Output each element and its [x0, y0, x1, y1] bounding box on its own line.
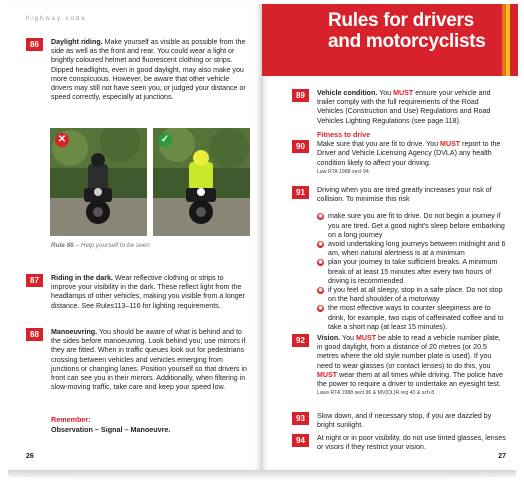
- rule-91: [292, 186, 506, 332]
- rule-text-part: wear them at all times while driving. The police have the power to require a driver to undertake an eyesight test.: [317, 370, 503, 389]
- page-number-right: 27: [498, 453, 506, 460]
- rule-92: [292, 334, 506, 398]
- must-emphasis: MUST: [317, 370, 338, 379]
- rule-88: [26, 328, 248, 392]
- rule-body: At night or in poor visibility, do not use tinted glasses, lenses or visors if they restrict your vision.: [317, 434, 506, 452]
- rule-number: 89: [292, 89, 309, 102]
- photo-unseen-rider: [50, 128, 147, 236]
- photo-caption: [51, 242, 150, 249]
- rule-body: Slow down, and if necessary stop, if you are dazzled by bright sunlight.: [317, 412, 492, 430]
- list-item-text: plan your journey to take sufficient breaks. A minimum break of at least 15 minutes after every two hours of driving is recommended: [328, 258, 498, 285]
- rule-number: 93: [292, 412, 309, 425]
- list-item-text: avoid undertaking long journeys between midnight and 6 am, when natural alertness is at a minimum: [328, 240, 506, 258]
- must-emphasis: MUST: [355, 334, 377, 342]
- list-item: [317, 240, 506, 258]
- rule-86-photos: [50, 128, 250, 236]
- remember-body: Observation – Signal – Manoeuvre.: [51, 424, 171, 434]
- rule-body: Wear reflective clothing or strips to improve your visibility in the dark. These reflect light from the headlamps of other vehicles, making you visible from a longer distance. See Rules113–116 for lighting requirements.: [51, 274, 245, 310]
- rule-text: [317, 334, 506, 398]
- list-item-text: the most effective ways to counter sleepiness are to drink, for example, two cups of caffeinated coffee and to take a short nap (at least 15 minutes).: [328, 304, 504, 331]
- photo-visible-rider: [153, 128, 250, 236]
- rule-87: [26, 274, 248, 311]
- list-item-text: if you feel at all sleepy, stop in a safe place. Do not stop on the hard shoulder of a motorway: [328, 286, 503, 304]
- remember-heading: Remember:: [51, 415, 91, 424]
- section-title-line1: Rules for drivers: [328, 10, 474, 31]
- section-banner: [262, 4, 518, 76]
- list-item: [317, 212, 506, 240]
- rule-text-part: You: [340, 334, 356, 342]
- fitness-heading-wrap: [317, 130, 506, 139]
- rule-text-part: You: [377, 89, 394, 97]
- check-icon: ✓: [158, 133, 172, 147]
- rule-number: 86: [26, 38, 43, 51]
- rule-title: Daylight riding.: [51, 38, 103, 46]
- tyre-bullet-icon: ◉: [318, 241, 323, 248]
- list-item: [317, 286, 506, 304]
- must-emphasis: MUST: [393, 89, 414, 97]
- list-item-text: make sure you are fit to drive. Do not begin a journey if you are tired. Get a good night's sleep before embarking on a long journey: [328, 212, 505, 239]
- fitness-heading: Fitness to drive: [317, 130, 371, 139]
- rule-text-part: be able to read a vehicle number plate, in good daylight, from a distance of 20 metres (or 20.5 metres where the old style number plate is used). If you need to wear glasses (or contact lenses) to do this, you: [317, 334, 501, 370]
- section-title-line2: and motorcyclists: [328, 31, 486, 52]
- rule-94: [292, 434, 506, 452]
- rule-text: [51, 38, 248, 102]
- rule-text-part: Make sure that you are fit to drive. You: [317, 140, 441, 149]
- rule-89: [292, 89, 506, 126]
- caption-label: Rule 86: [51, 242, 74, 249]
- rule-90-block: [292, 140, 506, 177]
- caption-text: – Help yourself to be seen: [73, 242, 150, 249]
- rule-text: [51, 328, 248, 392]
- rule-title: Vehicle condition.: [317, 89, 378, 97]
- rule-86: [26, 38, 248, 102]
- rule-number: 88: [26, 328, 43, 341]
- section-title: [328, 10, 508, 52]
- remember-box: [51, 415, 170, 434]
- rule-title: Manoeuvring.: [51, 328, 98, 336]
- tyre-bullet-icon: ◉: [318, 287, 323, 294]
- tyre-bullet-icon: ◉: [318, 305, 323, 312]
- rule-number: 91: [292, 186, 309, 199]
- law-reference: Law RTA 1988 sect 94: [317, 168, 369, 175]
- tyre-bullet-icon: ◉: [318, 259, 323, 266]
- rule-90: [292, 130, 506, 177]
- rule-93: [292, 412, 506, 430]
- rule-text: [51, 274, 248, 311]
- rule-number: 92: [292, 334, 309, 347]
- book-shadow: [8, 470, 516, 480]
- rule-title: Riding in the dark.: [51, 274, 113, 282]
- rule-text: [317, 89, 506, 126]
- rule-body: Make yourself as visible as possible from the side as well as the front and rear. You could wear a light or brightly coloured helmet and fluorescent clothing or strips. Dipped headlights, even in good daylight, may also make you more conspicuous. However, be aware that other vehicle drivers may still not have seen you, or judged your distance or speed correctly, especially at junctions.: [51, 38, 246, 102]
- law-reference: Laws RTA 1988 sect 96 & MV(DL)R reg 40 & sch 8: [317, 390, 435, 397]
- list-item: [317, 258, 506, 286]
- rule-title: Vision.: [317, 334, 341, 342]
- list-item: [317, 304, 506, 332]
- right-page: [262, 4, 518, 470]
- left-page: [6, 4, 262, 470]
- rule-91-bullets: [317, 212, 506, 332]
- page-number-left: 26: [26, 453, 34, 460]
- rule-number: 90: [292, 140, 309, 153]
- rule-text: [317, 186, 506, 332]
- rule-number: 94: [292, 434, 309, 447]
- rule-text-part: ensure your vehicle and trailer comply with the full requirements of the Road Vehicles (Construction and Use) Regulations and Road Vehicles Lighting Regulations (see page 118).: [317, 89, 491, 125]
- running-head: highway code: [26, 16, 87, 22]
- rule-body: Driving when you are tired greatly increases your risk of collision. To minimise this risk: [317, 186, 492, 204]
- tyre-bullet-icon: ◉: [318, 213, 323, 220]
- rule-text-part: report to the Driver and Vehicle Licensing Agency (DVLA) any health condition likely to affect your driving.: [317, 140, 501, 167]
- rule-text: [317, 140, 506, 177]
- highway-code-spread: [6, 4, 518, 470]
- must-emphasis: MUST: [440, 140, 461, 149]
- cross-icon: ✕: [55, 133, 69, 147]
- rule-number: 87: [26, 274, 43, 287]
- rule-body: You should be aware of what is behind and to the sides before manoeuvring. Look behind you; use mirrors if they are fitted. When in traffic queues look out for pedestrians crossing between vehicles and vehicles emerging from junctions or changing lanes. Position yourself so that drivers in front can see you in their mirrors. Additionally, when filtering in slow-moving traffic, take care and keep your speed low.: [51, 328, 247, 392]
